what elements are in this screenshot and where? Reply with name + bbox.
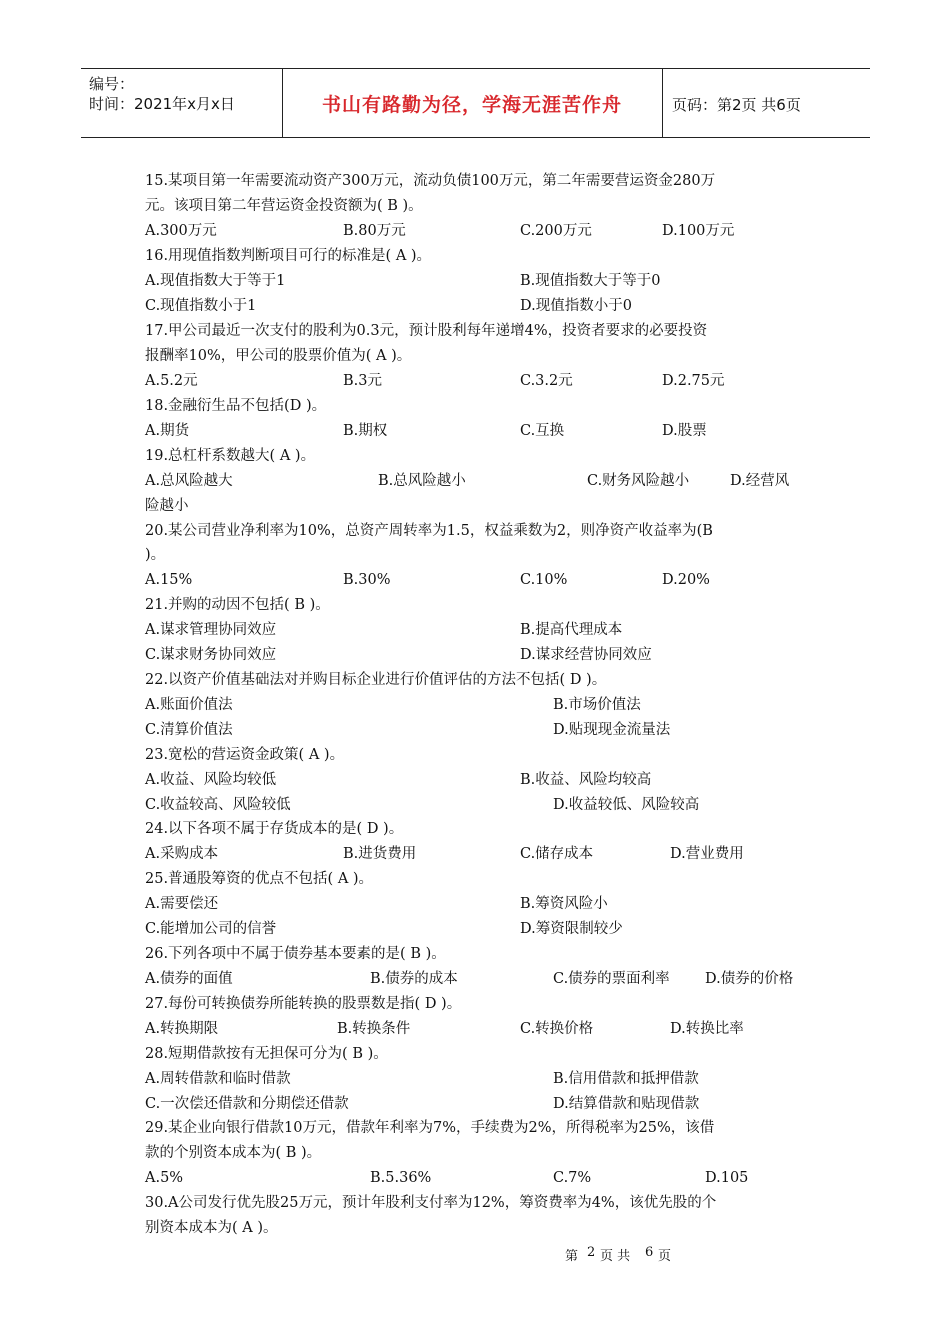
option-a: A.300万元 (145, 223, 217, 239)
option-d: D.谋求经营协同效应 (520, 647, 652, 663)
option-b: B.现值指数大于等于0 (520, 273, 661, 289)
option-c: C.互换 (520, 423, 565, 439)
question-stem: 28.短期借款按有无担保可分为( B )。 (145, 1046, 388, 1062)
option-d: D.105 (705, 1170, 749, 1186)
option-c: C.谋求财务协同效应 (145, 647, 277, 663)
option-b: B.提高代理成本 (520, 622, 623, 638)
option-b: B.市场价值法 (553, 697, 641, 713)
option-c: C.一次偿还借款和分期偿还借款 (145, 1096, 349, 1112)
option-d: D.转换比率 (670, 1021, 744, 1037)
option-b: B.期权 (343, 423, 388, 439)
question-stem: 17.甲公司最近一次支付的股利为0.3元，预计股利每年递增4%，投资者要求的必要投资 (145, 323, 708, 339)
option-b: B.信用借款和抵押借款 (553, 1071, 699, 1087)
option-a: A.15% (145, 572, 193, 588)
option-c: C.清算价值法 (145, 722, 233, 738)
option-c: C.债券的票面利率 (553, 971, 670, 987)
footer-mid: 页 共 (600, 1249, 631, 1264)
page-info: 页码：第2页 共6页 (672, 96, 801, 114)
question-stem: 20.某公司营业净利率为10%，总资产周转率为1.5，权益乘数为2，则净资产收益率为(B (145, 523, 713, 539)
question-stem: 报酬率10%，甲公司的股票价值为( A )。 (145, 348, 412, 364)
option-a: A.谋求管理协同效应 (145, 622, 277, 638)
option-d: D.2.75元 (662, 373, 725, 389)
question-stem: 27.每份可转换债券所能转换的股票数是指( D )。 (145, 996, 462, 1012)
footer-page-number: 2 (587, 1245, 596, 1260)
footer-suffix: 页 (658, 1249, 672, 1264)
option-b: B.转换条件 (337, 1021, 411, 1037)
option-a: A.5.2元 (145, 373, 198, 389)
motto-text: 书山有路勤为径，学海无涯苦作舟 (321, 94, 622, 116)
option-b: B.5.36% (370, 1170, 432, 1186)
option-d: D.贴现现金流量法 (553, 722, 671, 738)
question-stem: 30.A公司发行优先股25万元，预计年股利支付率为12%，筹资费率为4%，该优先股的个 (145, 1195, 717, 1211)
option-b: B.筹资风险小 (520, 896, 608, 912)
question-stem: 款的个别资本成本为( B )。 (145, 1145, 322, 1161)
option-a: A.需要偿还 (145, 896, 219, 912)
option-a: A.总风险越大 (145, 473, 233, 489)
option-c: C.7% (553, 1170, 592, 1186)
option-a: A.期货 (145, 423, 190, 439)
option-a: A.周转借款和临时借款 (145, 1071, 291, 1087)
question-stem: 15.某项目第一年需要流动资产300万元，流动负债100万元，第二年需要营运资金280万 (145, 173, 716, 189)
option-b: B.总风险越小 (378, 473, 466, 489)
question-stem: 16.用现值指数判断项目可行的标准是( A )。 (145, 248, 432, 264)
option-d: D.100万元 (662, 223, 735, 239)
option-d: D.收益较低、风险较高 (553, 797, 700, 813)
question-stem: 24.以下各项不属于存货成本的是( D )。 (145, 821, 404, 837)
option-d: D.营业费用 (670, 846, 744, 862)
question-stem: 18.金融衍生品不包括(D )。 (145, 398, 327, 414)
option-d: D.20% (662, 572, 710, 588)
option-c: C.3.2元 (520, 373, 573, 389)
option-d: D.经营风 (730, 473, 790, 489)
footer-prefix: 第 (565, 1249, 579, 1264)
option-c: C.200万元 (520, 223, 592, 239)
option-b: B.债券的成本 (370, 971, 458, 987)
option-d: D.股票 (662, 423, 707, 439)
option-c: C.能增加公司的信誉 (145, 921, 277, 937)
option-d: D.债券的价格 (705, 971, 794, 987)
option-a: A.现值指数大于等于1 (145, 273, 286, 289)
option-c: C.现值指数小于1 (145, 298, 257, 314)
option-b: B.收益、风险均较高 (520, 772, 652, 788)
option-a: A.转换期限 (145, 1021, 219, 1037)
option-c: C.财务风险越小 (587, 473, 690, 489)
option-c: C.10% (520, 572, 568, 588)
option-b: B.80万元 (343, 223, 406, 239)
question-stem: 19.总杠杆系数越大( A )。 (145, 448, 316, 464)
option-a: A.收益、风险均较低 (145, 772, 277, 788)
option-a: A.账面价值法 (145, 697, 233, 713)
option-c: C.储存成本 (520, 846, 594, 862)
option-a: A.债券的面值 (145, 971, 233, 987)
question-stem: 22.以资产价值基础法对并购目标企业进行价值评估的方法不包括( D )。 (145, 672, 607, 688)
option-c: C.转换价格 (520, 1021, 594, 1037)
time-label: 时间：2021年x月x日 (89, 95, 235, 113)
option-b: B.3元 (343, 373, 382, 389)
option-d: D.筹资限制较少 (520, 921, 623, 937)
question-stem: 26.下列各项中不属于债券基本要素的是( B )。 (145, 946, 446, 962)
number-label: 编号： (89, 75, 135, 93)
option-c: C.收益较高、风险较低 (145, 797, 291, 813)
option-b: B.30% (343, 572, 391, 588)
question-stem: )。 (145, 547, 166, 563)
question-stem: 29.某企业向银行借款10万元，借款年利率为7%，手续费为2%，所得税率为25%，该借 (145, 1120, 715, 1136)
option-d-wrap: 险越小 (145, 498, 189, 514)
option-d: D.现值指数小于0 (520, 298, 632, 314)
option-d: D.结算借款和贴现借款 (553, 1096, 700, 1112)
question-stem: 25.普通股筹资的优点不包括( A )。 (145, 871, 374, 887)
footer-page-total: 6 (645, 1245, 654, 1260)
question-stem: 元。该项目第二年营运资金投资额为( B )。 (145, 198, 423, 214)
question-stem: 别资本成本为( A )。 (145, 1220, 278, 1236)
option-b: B.进货费用 (343, 846, 417, 862)
question-stem: 21.并购的动因不包括( B )。 (145, 597, 330, 613)
question-stem: 23.宽松的营运资金政策( A )。 (145, 747, 345, 763)
option-a: A.采购成本 (145, 846, 219, 862)
option-a: A.5% (145, 1170, 184, 1186)
